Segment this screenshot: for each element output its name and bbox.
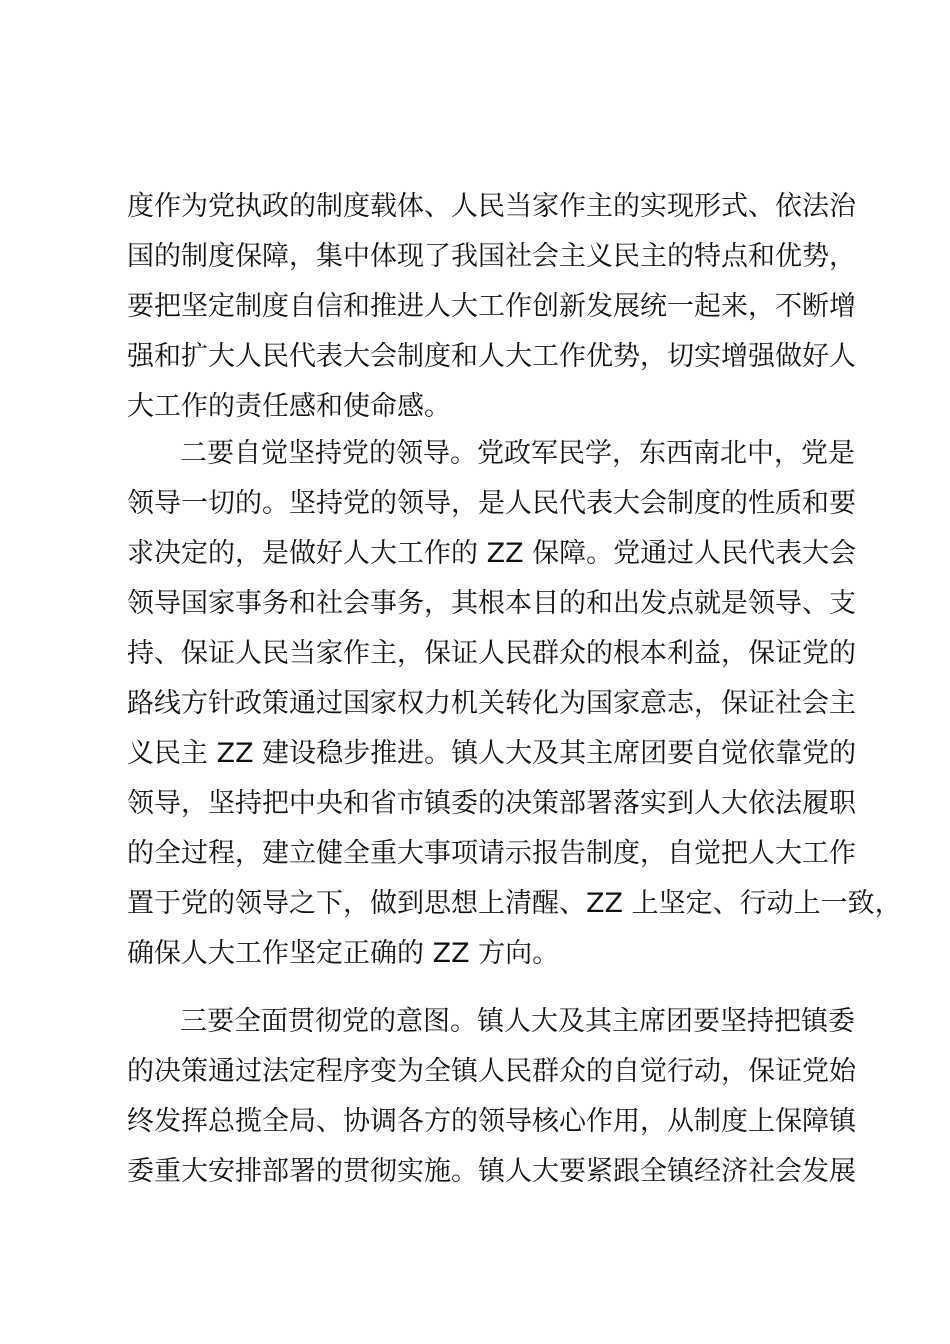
text-line: 大工作的责任感和使命感。 — [127, 391, 451, 422]
text-line: 国的制度保障，集中体现了我国社会主义民主的特点和优势， — [127, 241, 856, 272]
text-line: 置于党的领导之下，做到思想上清醒、ZZ 上坚定、行动上一致， — [127, 888, 902, 919]
text-line: 二要自觉坚持党的领导。党政军民学，东西南北中，党是 — [180, 438, 855, 469]
text-line: 领导，坚持把中央和省市镇委的决策部署落实到人大依法履职 — [127, 788, 856, 819]
text-line: 求决定的，是做好人大工作的 ZZ 保障。党通过人民代表大会 — [127, 538, 857, 569]
text-line: 领导国家事务和社会事务，其根本目的和出发点就是领导、支 — [127, 588, 856, 619]
paragraph-1 — [127, 182, 856, 432]
text-line: 领导一切的。坚持党的领导，是人民代表大会制度的性质和要 — [127, 488, 856, 519]
text-line: 的决策通过法定程序变为全镇人民群众的自觉行动，保证党始 — [127, 1056, 856, 1087]
text-line: 确保人大工作坚定正确的 ZZ 方向。 — [127, 938, 560, 969]
text-line: 持、保证人民当家作主，保证人民群众的根本利益，保证党的 — [127, 638, 856, 669]
paragraph-2 — [127, 429, 902, 979]
text-line: 路线方针政策通过国家权力机关转化为国家意志，保证社会主 — [127, 688, 856, 719]
text-line: 强和扩大人民代表大会制度和人大工作优势，切实增强做好人 — [127, 341, 856, 372]
text-line: 委重大安排部署的贯彻实施。镇人大要紧跟全镇经济社会发展 — [127, 1156, 856, 1187]
text-line: 度作为党执政的制度载体、人民当家作主的实现形式、依法治 — [127, 191, 856, 222]
text-line: 要把坚定制度自信和推进人大工作创新发展统一起来，不断增 — [127, 291, 856, 322]
text-line: 的全过程，建立健全重大事项请示报告制度，自觉把人大工作 — [127, 838, 856, 869]
text-line: 三要全面贯彻党的意图。镇人大及其主席团要坚持把镇委 — [180, 1006, 855, 1037]
text-line: 义民主 ZZ 建设稳步推进。镇人大及其主席团要自觉依靠党的 — [127, 738, 857, 769]
text-line: 终发挥总揽全局、协调各方的领导核心作用，从制度上保障镇 — [127, 1106, 856, 1137]
paragraph-3 — [127, 997, 856, 1197]
